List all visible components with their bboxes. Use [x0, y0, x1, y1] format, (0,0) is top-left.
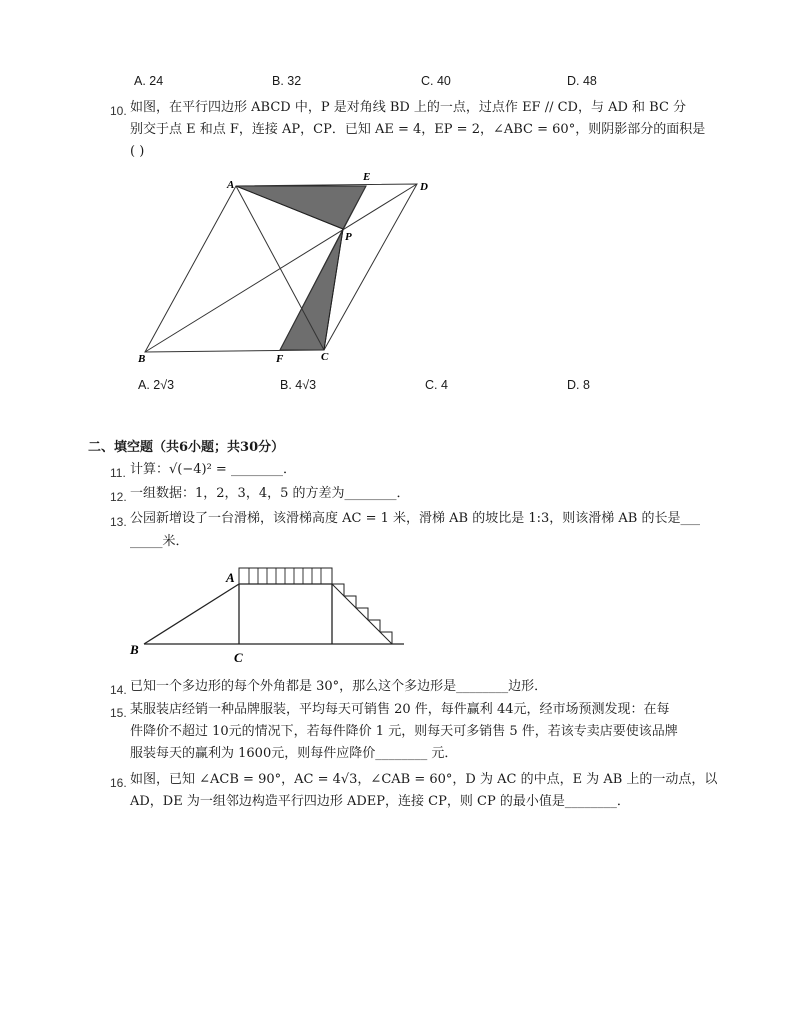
q12-text: 一组数据：1，2，3，4，5 的方差为________． [130, 486, 410, 501]
q9-option-a: A. 24 [134, 74, 164, 88]
label-b: B [138, 353, 146, 365]
label-b: B [130, 642, 139, 657]
label-f: F [276, 353, 284, 365]
platform-railing [239, 568, 332, 584]
diagonal-bd [145, 184, 417, 352]
railing-bars [249, 568, 321, 584]
q15-line3: 服装每天的赢利为 1600元，则每件应降价________ 元． [130, 746, 458, 761]
q16-line2: AD，DE 为一组邻边构造平行四边形 ADEP，连接 CP，则 CP 的最小值是________． [130, 794, 630, 809]
q16-number: 16. [110, 776, 127, 790]
slide-ab [144, 584, 239, 644]
q10-number: 10. [110, 104, 127, 118]
q10-line3: ( ) [130, 144, 145, 159]
q15-number: 15. [110, 706, 127, 720]
q10-parallelogram-figure [130, 166, 440, 366]
q10-option-b: B. 4√3 [280, 378, 317, 392]
q11-number: 11. [110, 466, 126, 480]
label-p: P [345, 231, 352, 243]
q13-slide-figure [126, 560, 416, 670]
q11-text: 计算：√(−4)² = ________． [130, 462, 296, 477]
stairs-rail [332, 584, 392, 644]
q13-line2: _____米． [130, 534, 189, 549]
label-d: D [420, 181, 428, 193]
q10-option-c: C. 4 [425, 378, 448, 392]
q10-line2: 别交于点 E 和点 F，连接 AP，CP．已知 AE = 4，EP = 2，∠ABC = 60°，则阴影部分的面积是 [130, 122, 706, 137]
section-fill-in-title: 二、填空题（共6小题；共30分） [88, 440, 285, 455]
label-c: C [234, 650, 243, 665]
label-e: E [363, 171, 371, 183]
q10-option-d: D. 8 [567, 378, 590, 392]
q14-number: 14. [110, 683, 127, 697]
q15-line1: 某服装店经销一种品牌服装，平均每天可销售 20 件，每件赢利 44元，经市场预测发现：在每 [130, 702, 670, 717]
q13-line1: 公园新增设了一台滑梯，该滑梯高度 AC = 1 米，滑梯 AB 的坡比是 1:3，则该滑梯 AB 的长是___ [130, 511, 700, 526]
q10-option-a: A. 2√3 [138, 378, 175, 392]
q13-number: 13. [110, 515, 127, 529]
label-a: A [227, 179, 235, 191]
q9-option-d: D. 48 [567, 74, 597, 88]
q9-option-b: B. 32 [272, 74, 302, 88]
q12-number: 12. [110, 490, 127, 504]
q10-line1: 如图，在平行四边形 ABCD 中，P 是对角线 BD 上的一点，过点作 EF // CD，与 AD 和 BC 分 [130, 100, 687, 115]
q16-line1: 如图，已知 ∠ACB = 90°，AC = 4√3，∠CAB = 60°，D 为 AC 的中点，E 为 AB 上的一动点，以 [130, 772, 718, 787]
q9-option-c: C. 40 [421, 74, 451, 88]
label-a: A [226, 570, 235, 585]
q15-line2: 件降价不超过 10元的情况下，若每件降价 1 元，则每天可多销售 5 件，若该专卖店要使该品牌 [130, 724, 678, 739]
label-c: C [321, 351, 329, 363]
q14-text: 已知一个多边形的每个外角都是 30°，那么这个多边形是________边形． [130, 679, 548, 694]
